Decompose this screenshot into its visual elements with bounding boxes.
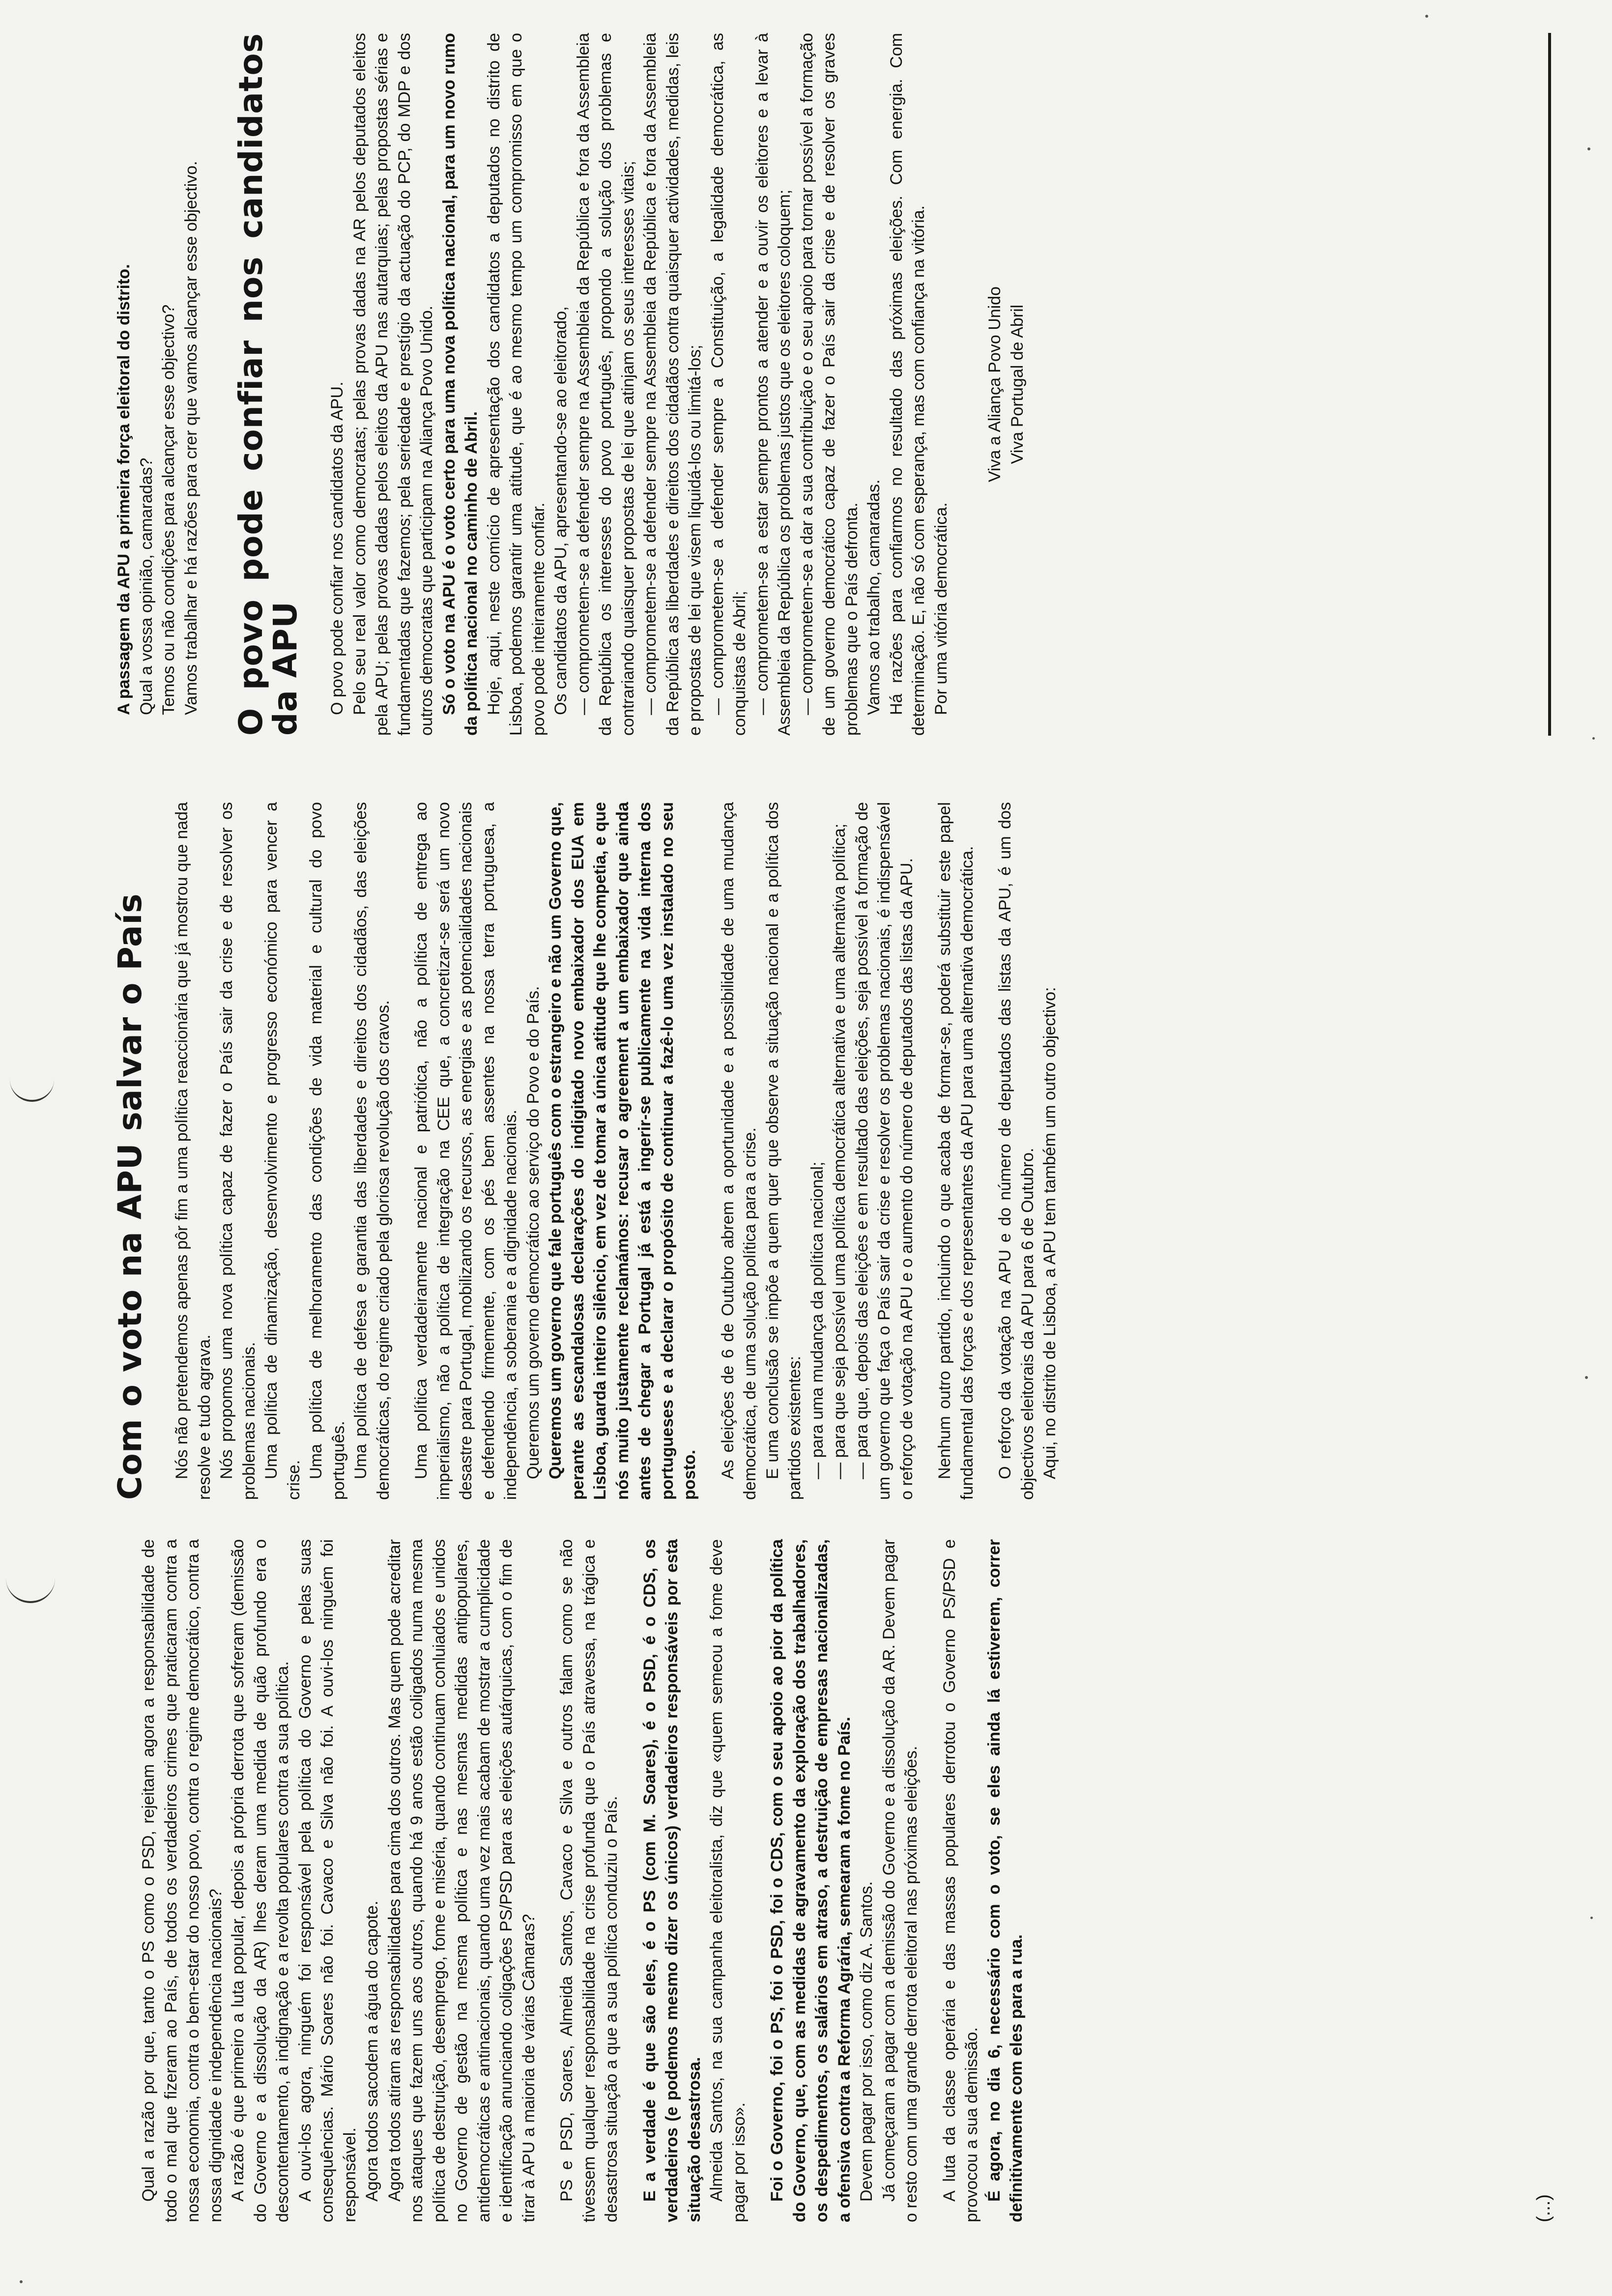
closing-line: Viva Portugal de Abril — [1008, 304, 1027, 464]
list-item: — comprometem-se a defender sempre a Constituição, a legalidade democrática, as conquistas de Abril; — [708, 33, 749, 736]
section-heading: O povo pode confiar nos candidatos da APU — [232, 33, 304, 736]
paragraph: Qual a razão por que, tanto o PS como o PSD, rejeitam agora a responsabilidade de todo o mal que fizeram ao País, de todos os verdadeiros crimes que praticaram contra a nossa economia, contra o bem-estar do nosso povo, contra o regime democrático, contra a nossa dignidade e independência nacionais? — [139, 1539, 225, 2222]
scan-bracket-mark — [6, 1578, 55, 1603]
paragraph: Há razões para confiarmos no resultado das próximas eleições. Com energia. Com determinação. E, não só com esperança, mas com confiança na vitória. — [887, 33, 928, 736]
list-item: — comprometem-se a dar a sua contribuição e o seu apoio para tornar possível a formação de um governo democrático capaz de fazer o País sair da crise e de resolver os graves problemas que o País defronta. — [797, 33, 861, 736]
paragraph: Almeida Santos, na sua campanha eleitoralista, diz que «quem semeou a fome deve pagar por isso». — [707, 1539, 748, 2222]
paragraph: E uma conclusão se impõe a quem quer que observe a situação nacional e a política dos partidos existentes: — [763, 802, 804, 1500]
paragraph: Só o voto na APU é o voto certo para uma nova política nacional, para um novo rumo da política nacional no caminho de Abril. — [439, 33, 481, 736]
list-item: — para que, depois das eleições e em resultado das eleições, seja possível a formação de um governo que faça o País sair da crise e resolver os problemas nacionais, é indispensável o reforço de votação na APU e o aumento do número de deputados das listas da APU. — [852, 802, 916, 1500]
paragraph: Agora todos sacodem a água do capote. — [363, 1900, 381, 2202]
paragraph: Temos ou não condições para alcançar esse objectivo? — [159, 304, 178, 715]
paragraph: Agora todos atiram as responsabilidades para cima dos outros. Mas quem pode acreditar nos ataques que fazem uns aos outros, quando há 9 anos estão coligados numa mesma política de destruição, desemprego, fome e miséria, quando continuam conluiados e unidos no Governo de gestão na mesma política e nas mesmas medidas antipopulares, antidemocráticas e antinacionais, quando uma vez mais acabam de mostrar a cumplicidade e identificação anunciando coligações PS/PSD para as eleições autárquicas, com o fim de tirar à APU a maioria de várias Câmaras? — [385, 1539, 538, 2222]
paragraph: Pelo seu real valor como democratas; pelas provas dadas na AR pelos deputados eleitos pela APU; pelas provas dadas pelos eleitos da APU nas autarquias; pelas propostas sérias e fundamentadas que fazemos; pela seriedade e prestígio da actuação do PCP, do MDP e dos outros democratas que participam na Aliança Povo Unido. — [350, 33, 436, 736]
paragraph: Queremos um governo que fale português com o estrangeiro e não um Governo que, perante as escandalosas declarações do indigitado novo embaixador dos EUA em Lisboa, guarda inteiro silêncio, em vez de tomar a única atitude que lhe competia, e que nós muito justamente reclamámos: recusar o agreement a um embaixador que ainda antes de chegar a Portugal já está a ingerir-se publicamente na vida interna dos portugueses e a declarar o propósito de continuar a fazê-lo uma vez instalado no seu posto. — [546, 802, 699, 1500]
scan-bracket-mark — [10, 1076, 54, 1102]
list-item: — comprometem-se a estar sempre prontos a atender e a ouvir os eleitores e a levar à Assembleia da República os problemas justos que os eleitores coloquem; — [752, 33, 794, 736]
paragraph: A razão é que primeiro a luta popular, depois a própria derrota que sofreram (demissão do Governo e a dissolução da AR) lhes deram uma medida de quão profundo era o descontentamento, a indignação e a revolta populares contra a sua política. — [229, 1539, 292, 2222]
paragraph: PS e PSD, Soares, Almeida Santos, Cavaco e Silva e outros falam como se não tivessem qualquer responsabilidade na crise profunda que o País atravessa, na trágica e desastrosa situação a que a sua política conduziu o País. — [557, 1539, 621, 2222]
paragraph: Uma política de melhoramento das condições de vida material e cultural do povo português. — [307, 802, 348, 1500]
paragraph: Queremos um governo democrático ao serviço do Povo e do País. — [523, 986, 543, 1479]
scan-speck — [1425, 15, 1428, 18]
bottom-rule — [1548, 33, 1551, 736]
closing-line: Viva a Aliança Povo Unido — [985, 286, 1004, 483]
paragraph: Nenhum outro partido, incluindo o que acaba de formar-se, poderá substituir este papel fundamental das forças e dos representantes da APU para uma alternativa democrática. — [935, 802, 977, 1500]
scan-speck — [1585, 1376, 1588, 1379]
column-1 — [138, 1539, 1028, 2222]
column-3 — [113, 33, 1029, 736]
paragraph: Já começaram a pagar com a demissão do Governo e a dissolução da AR. Devem pagar o resto com uma grande derrota eleitoral nas próximas eleições. — [879, 1539, 921, 2222]
paragraph: As eleições de 6 de Outubro abrem a oportunidade e a possibilidade de uma mudança democrática, de uma solução política para a crise. — [718, 802, 759, 1500]
list-item: — comprometem-se a defender sempre na Assembleia da República e fora da Assembleia da República os interesses do povo português, propondo a solução dos problemas e contrariando quaisquer propostas de lei que atinjam os seus interesses vitais; — [574, 33, 637, 736]
paragraph: É agora, no dia 6, necessário com o voto, se eles ainda lá estiverem, correr definitivamente com eles para a rua. — [984, 1539, 1026, 2222]
scan-speck — [1592, 737, 1595, 740]
paragraph: E a verdade é que são eles, é o PS (com M. Soares), é o PSD, é o CDS, os verdadeiros (e podemos mesmo dizer os únicos) verdadeiros responsáveis por esta situação desastrosa. — [640, 1539, 704, 2222]
paragraph: Uma política verdadeiramente nacional e patriótica, não a política de entrega ao imperialismo, não a política de integração na CEE que, a concretizar-se será um novo desastre para Portugal, mobilizando os recursos, as energias e as potencialidades nacionais e defendendo firmemente, com os pés bem assentes na nossa terra portuguesa, a independência, a soberania e a dignidade nacionais. — [412, 802, 520, 1500]
list-item: — para que seja possível uma política democrática alternativa e uma alternativa política; — [830, 823, 849, 1479]
paragraph: Uma política de dinamização, desenvolvimento e progresso económico para vencer a crise. — [262, 802, 303, 1500]
paragraph: Foi o Governo, foi o PS, foi o PSD, foi o CDS, com o seu apoio ao pior da política do Governo, que, com as medidas de agravamento da exploração dos trabalhadores, os despedimentos, os salários em atraso, a destruição de empresas nacionalizadas, a ofensiva contra a Reforma Agrária, semearam a fome no País. — [768, 1539, 854, 2222]
paragraph: Vamos ao trabalho, camaradas. — [864, 479, 883, 715]
list-item: — comprometem-se a defender sempre na Assembleia da República e fora da Assembleia da República as liberdades e direitos dos cidadãos contra quaisquer actividades, medidas, leis e propostas de lei que visem liquidá-los ou limitá-los; — [641, 33, 704, 736]
scan-speck — [1587, 147, 1590, 150]
column-2 — [113, 802, 1062, 1500]
paragraph: Vamos trabalhar e há razões para crer que vamos alcançar esse objectivo. — [181, 161, 201, 715]
paragraph: A luta da classe operária e das massas populares derrotou o Governo PS/PSD e provocou a sua demissão. — [940, 1539, 981, 2222]
paragraph: A passagem da APU a primeira força eleitoral do distrito. — [115, 264, 133, 715]
paragraph: Hoje, aqui, neste comício de apresentação dos candidatos a deputados no distrito de Lisboa, podemos garantir uma atitude, que é ao mesmo tempo um compromisso em que o povo pode inteiramente confiar. — [484, 33, 548, 736]
paragraph: A ouvi-los agora, ninguém foi responsável pela política do Governo e pelas suas consequências. Mário Soares não foi. Cavaco e Silva não foi. A ouvi-los ninguém foi responsável. — [295, 1539, 359, 2222]
section-heading: Com o voto na APU salvar o País — [111, 893, 149, 1500]
scan-speck — [1590, 1917, 1593, 1919]
paragraph: Nós propomos uma nova política capaz de fazer o País sair da crise e de resolver os problemas nacionais. — [217, 802, 259, 1500]
paragraph: Uma política de defesa e garantia das liberdades e direitos dos cidadãos, das eleições democráticas, do regime criado pela gloriosa revolução dos cravos. — [351, 802, 393, 1500]
paragraph: Aqui, no distrito de Lisboa, a APU tem também um outro objectivo: — [1040, 987, 1059, 1479]
paragraph: Devem pagar por isso, como diz A. Santos. — [857, 1881, 876, 2202]
paragraph: Os candidatos da APU, apresentando-se ao eleitorado, — [551, 306, 570, 715]
paragraph: Qual a vossa opinião, camaradas? — [137, 458, 156, 715]
paragraph: O reforço da votação na APU e do número de deputados das listas da APU, é um dos objectivos eleitorais da APU para 6 de Outubro. — [996, 802, 1037, 1500]
list-item: — para uma mudança da política nacional; — [807, 1161, 827, 1479]
ellipsis-marker: (...) — [1533, 2194, 1554, 2222]
scan-speck — [20, 2280, 23, 2283]
paragraph: Nós não pretendemos apenas pôr fim a uma política reaccionária que já mostrou que nada resolve e tudo agrava. — [173, 802, 214, 1500]
paragraph: Por uma vitória democrática. — [931, 502, 950, 715]
paragraph: O povo pode confiar nos candidatos da APU. — [328, 381, 346, 715]
